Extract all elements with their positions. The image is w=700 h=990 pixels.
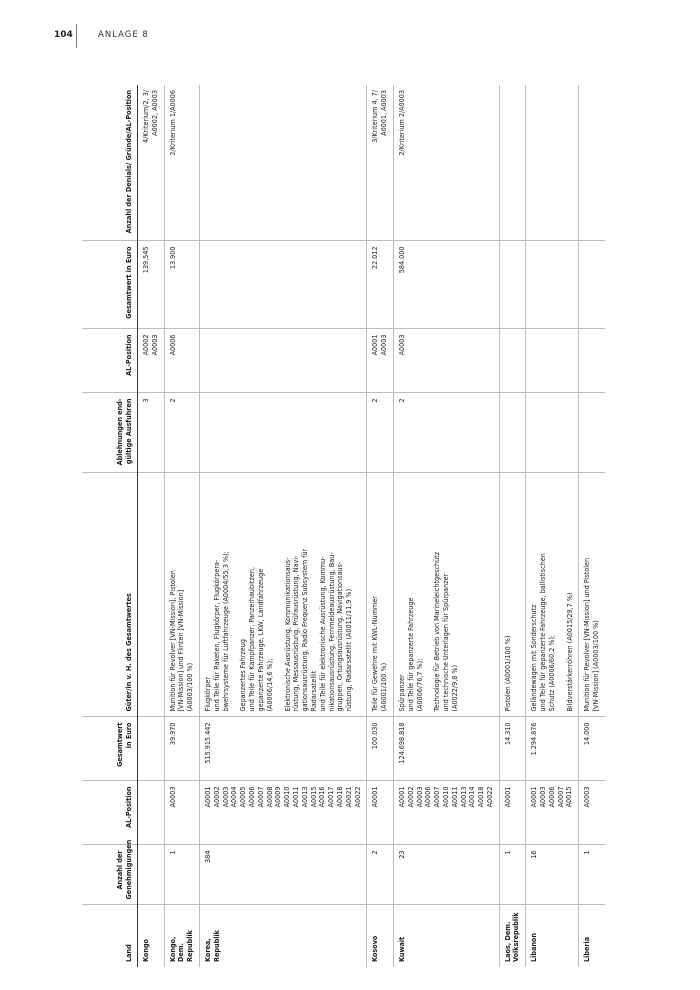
cell-gueter: [199, 473, 366, 717]
cell-land: Laos, Dem. Volksrepublik: [499, 905, 526, 967]
cell-anzahl: 23: [393, 845, 499, 905]
cell-ablehnungen: [499, 393, 526, 473]
cell-gesamtwert: [138, 717, 165, 781]
annex-title: ANLAGE 8: [98, 30, 149, 40]
cell-gesamtwert-2: [579, 241, 605, 329]
table-row-liberia: [579, 85, 605, 967]
export-licence-table: [82, 85, 605, 967]
table-row-kosovo: [367, 85, 394, 967]
running-header: [0, 28, 700, 50]
cell-gesamtwert-2: 139.545: [138, 241, 165, 329]
rotated-table-frame: [82, 85, 658, 967]
cell-gesamtwert-2: [499, 241, 526, 329]
col-header-denials: Anzahl der Denials/ Gründe/AL-Position: [82, 85, 138, 241]
cell-gesamtwert: 1.294.876: [526, 717, 579, 781]
cell-denials: [199, 85, 366, 241]
cell-gueter: Pistolen (A0001/100 %): [499, 473, 526, 717]
cell-gueter: [138, 473, 165, 717]
cell-gesamtwert: 14.000: [579, 717, 605, 781]
cell-ablehnungen: 2: [164, 393, 199, 473]
col-header-anzahl: Anzahl der Genehmigungen: [82, 845, 138, 905]
cell-anzahl: 1: [499, 845, 526, 905]
cell-al-position: A0001 A0002 A0003 A0004 A0005 A0006 A0007 A0008 A0009 A0010 A0011 A0013 A0015 A0016 A0017 A0018 A0021 A0022: [199, 781, 366, 845]
cell-anzahl: 1: [579, 845, 605, 905]
cell-gesamtwert-2: 22.012: [367, 241, 394, 329]
cell-anzahl: 2: [367, 845, 394, 905]
cell-al-position: A0001 A0002 A0003 A0006 A0007 A0010 A0011 A0013 A0014 A0018 A0022: [393, 781, 499, 845]
cell-al-position-2: A0003: [393, 329, 499, 393]
cell-gesamtwert: 14.310: [499, 717, 526, 781]
table-row-kuwait: [393, 85, 499, 967]
col-header-ablehnungen: Ablehnungen end-gültige Ausfuhren: [82, 393, 138, 473]
gueter-paragraph: Technologie für Betrieb von Marineleichtgeschütz und technische Unterlagen für Spürpanzer (A0022/9,8 %): [432, 551, 459, 712]
cell-al-position-2: A0002 A0003: [138, 329, 165, 393]
gueter-paragraph: Gepanzertes Fahrzeug und Teile für Kampfpanzer, Panzerhaubitzen, gepanzerte Fahrzeuge, LKW, Landfahrzeuge (A0006/14,6 %);: [238, 567, 274, 712]
rotated-table-content: [82, 85, 658, 967]
gueter-paragraph: Spürpanzer und Teile für gepanzerte Fahrzeuge (A0006/76,7 %);: [396, 597, 424, 712]
cell-land: Korea, Republik: [199, 905, 366, 967]
cell-land: Kongo, Dem. Republik: [164, 905, 199, 967]
cell-gueter: Teile für Gewehre mit KWL-Nummer (A0001/100 %): [367, 473, 394, 717]
cell-gueter: [526, 473, 579, 717]
cell-al-position: A0001: [367, 781, 394, 845]
cell-land: Libanon: [526, 905, 579, 967]
cell-al-position: A0001: [499, 781, 526, 845]
cell-anzahl: [138, 845, 165, 905]
col-header-al-position: AL-Position: [82, 781, 138, 845]
cell-al-position-2: A0001 A0003: [367, 329, 394, 393]
cell-ablehnungen: [579, 393, 605, 473]
cell-al-position: A0001 A0003 A0006 A0007 A0015: [526, 781, 579, 845]
cell-denials: [526, 85, 579, 241]
table-row-kongo-dem-republik: [164, 85, 199, 967]
cell-al-position-2: [499, 329, 526, 393]
cell-al-position: A0003: [164, 781, 199, 845]
header-row: [82, 85, 138, 967]
gueter-paragraph: Geländewagen mit Sonderschutz und Teile für gepanzerte Fahrzeuge, ballistischen Schutz (A0006/60,2 %);: [529, 553, 556, 712]
cell-gesamtwert: 515.915.442: [199, 717, 366, 781]
cell-denials: [499, 85, 526, 241]
header-divider: [76, 24, 77, 48]
cell-land: Kuwait: [393, 905, 499, 967]
cell-gesamtwert: 100.030: [367, 717, 394, 781]
cell-gueter: Munition für Revolver [VN-Mission], Pistolen [VN-Mission] und Flinten [VN-Mission] (A0003/100 %): [164, 473, 199, 717]
cell-al-position: [138, 781, 165, 845]
table-row-korea-republik: [199, 85, 366, 967]
cell-gesamtwert: 124.698.818: [393, 717, 499, 781]
cell-ablehnungen: 2: [393, 393, 499, 473]
cell-land: Kosovo: [367, 905, 394, 967]
table-row-kongo: [138, 85, 165, 967]
cell-gesamtwert-2: 13.900: [164, 241, 199, 329]
col-header-gesamtwert: Gesamtwert in Euro: [82, 717, 138, 781]
cell-land: Liberia: [579, 905, 605, 967]
page-number: 104: [54, 30, 73, 40]
col-header-gueter: Güter/in v. H. des Gesamtwertes: [82, 473, 138, 717]
cell-gueter: [393, 473, 499, 717]
cell-gueter: Munition für Revolver [VN-Mission] und Pistolen [VN-Mission] (A0003/100 %): [579, 473, 605, 717]
cell-al-position-2: A0006: [164, 329, 199, 393]
cell-gesamtwert-2: [526, 241, 579, 329]
gueter-paragraph: Bildverstärkerröhren (A0015/29,7 %): [564, 592, 574, 712]
cell-al-position-2: [579, 329, 605, 393]
cell-al-position-2: [526, 329, 579, 393]
cell-denials: [579, 85, 605, 241]
cell-anzahl: 16: [526, 845, 579, 905]
cell-ablehnungen: [526, 393, 579, 473]
cell-ablehnungen: [199, 393, 366, 473]
col-header-al-position-2: AL-Position: [82, 329, 138, 393]
cell-denials: 2/Kriterium 2/A0003: [393, 85, 499, 241]
cell-gesamtwert-2: [199, 241, 366, 329]
cell-denials: 3/Kriterium 4, 7/ A0001, A0003: [367, 85, 394, 241]
col-header-gesamtwert-2: Gesamtwert in Euro: [82, 241, 138, 329]
cell-al-position: A0003: [579, 781, 605, 845]
cell-anzahl: 384: [199, 845, 366, 905]
cell-gesamtwert-2: 584.000: [393, 241, 499, 329]
cell-denials: 2/Kriterium 1/A0006: [164, 85, 199, 241]
cell-land: Kongo: [141, 938, 150, 962]
cell-denials: 4/Kriterium/2, 3/ A0002, A0003: [138, 85, 165, 241]
cell-ablehnungen: 2: [367, 393, 394, 473]
gueter-paragraph: Flugkörper und Teile für Raketen, Flugkörper, Flugkörpera- bwehrsysteme für Luftfahrzeuge (A0004/55,3 %);: [202, 551, 230, 712]
cell-ablehnungen: 3: [138, 393, 165, 473]
cell-al-position-2: [199, 329, 366, 393]
cell-gesamtwert: 39.970: [164, 717, 199, 781]
col-header-land: Land: [82, 905, 138, 967]
gueter-paragraph: Elektronische Ausrüstung, Kommunikationsaus- rüstung, Messausrüstung, Prüfausrüstung, Navi- gationsausrüstung, Radio Frequenz Subsystem für Radarsatellit und Teile für elektronische Ausrüstung, Kommu- nikationsausrüstung, Fernmeldeausrüstung, Bau- gruppen, Ortungsausrüstung, Navigationsaus- rüstung, Radarsatellit (A0011/11,9 %): [282, 548, 354, 712]
table-row-libanon: [526, 85, 579, 967]
table-row-laos: [499, 85, 526, 967]
cell-anzahl: 1: [164, 845, 199, 905]
